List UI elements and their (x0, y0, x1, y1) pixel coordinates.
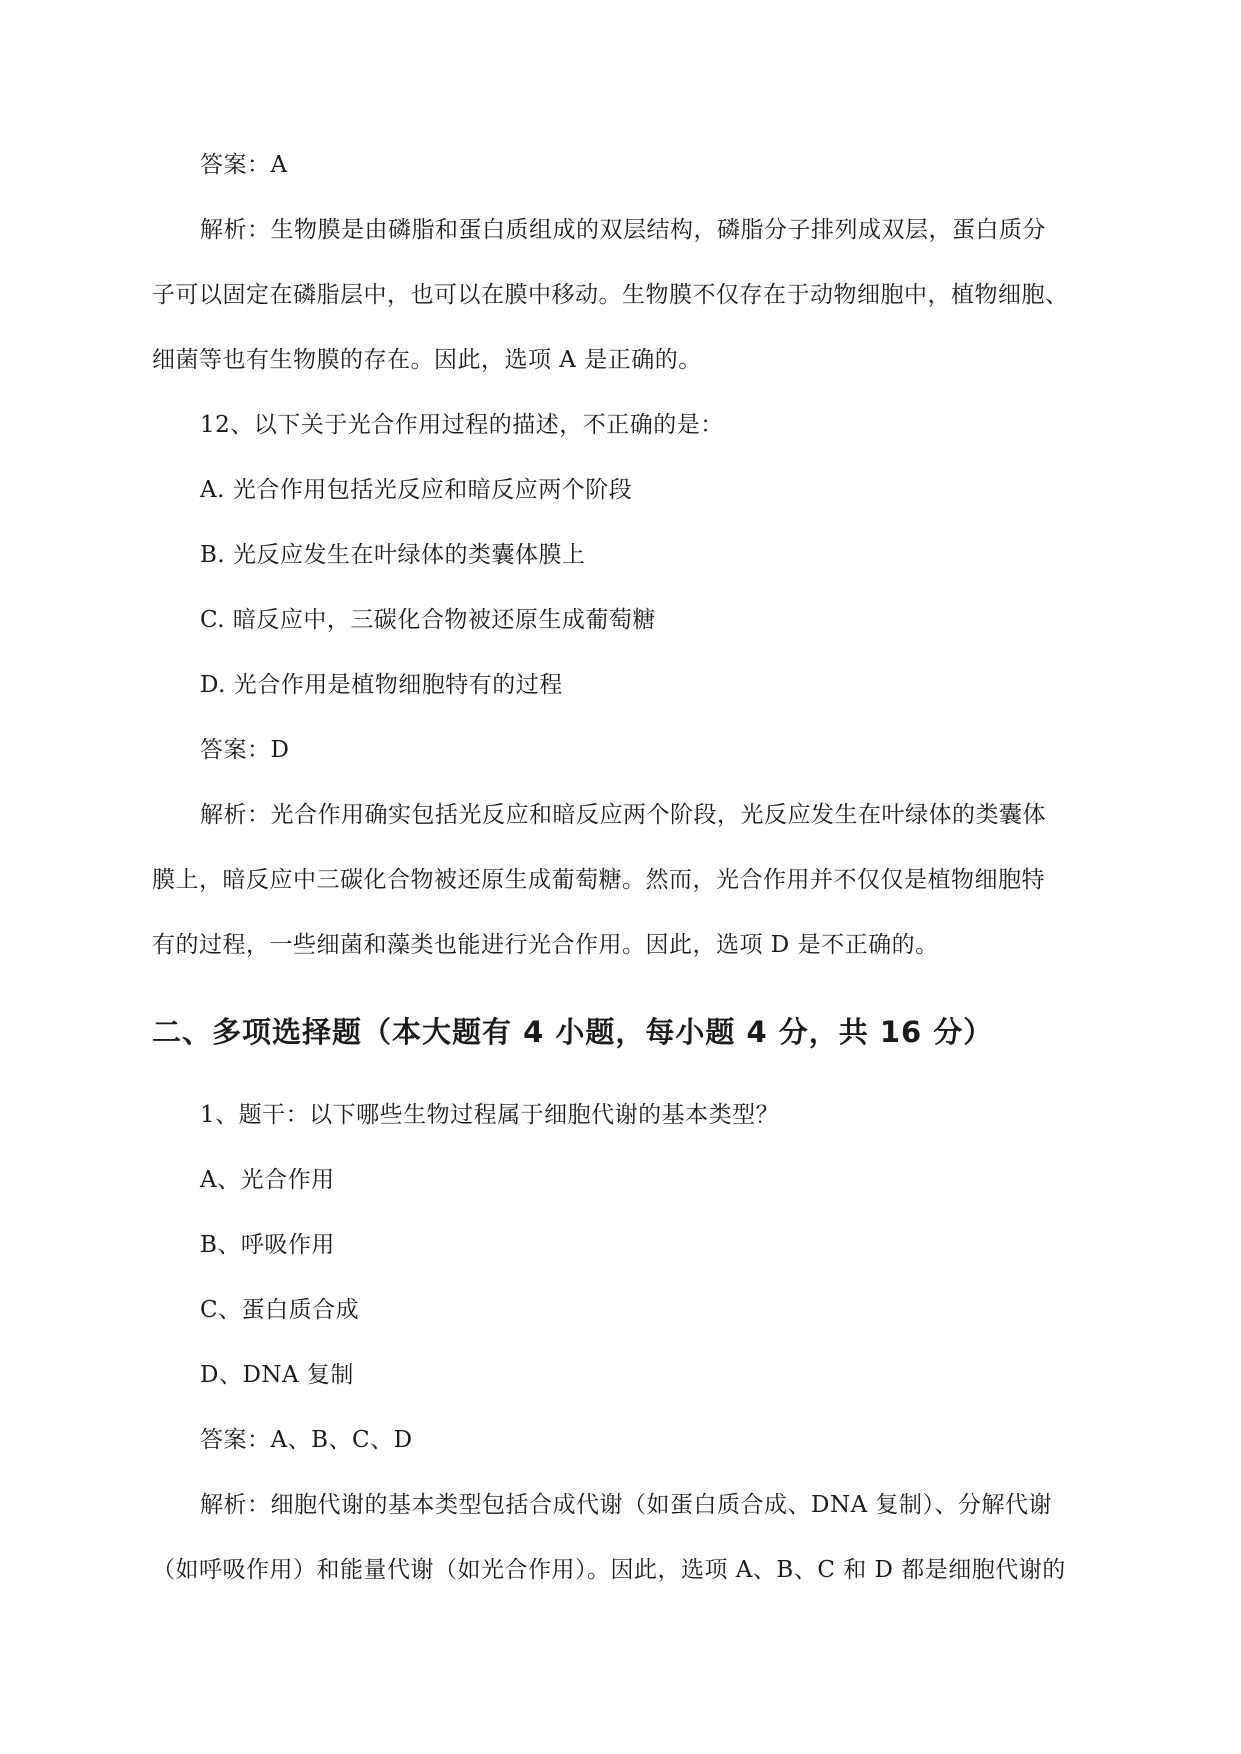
q11-analysis-line-3: 细菌等也有生物膜的存在。因此，选项 A 是正确的。 (152, 347, 702, 373)
q12-stem: 12、以下关于光合作用过程的描述，不正确的是： (200, 412, 724, 438)
q11-analysis-line-2: 子可以固定在磷脂层中，也可以在膜中移动。生物膜不仅存在于动物细胞中，植物细胞、 (152, 282, 1069, 308)
q12-analysis-line-2: 膜上，暗反应中三碳化合物被还原生成葡萄糖。然而，光合作用并不仅仅是植物细胞特 (152, 867, 1045, 893)
section-heading: 二、多项选择题（本大题有 4 小题，每小题 4 分，共 16 分） (152, 1015, 994, 1049)
q12-option-b: B. 光反应发生在叶绿体的类囊体膜上 (200, 542, 586, 568)
mq1-analysis-line-1: 解析：细胞代谢的基本类型包括合成代谢（如蛋白质合成、DNA 复制）、分解代谢 (200, 1492, 1052, 1518)
q12-analysis-line-1: 解析：光合作用确实包括光反应和暗反应两个阶段，光反应发生在叶绿体的类囊体 (200, 802, 1046, 828)
q12-analysis-line-3: 有的过程，一些细菌和藻类也能进行光合作用。因此，选项 D 是不正确的。 (152, 932, 939, 958)
q12-option-d: D. 光合作用是植物细胞特有的过程 (200, 672, 563, 698)
mq1-option-c: C、蛋白质合成 (200, 1297, 360, 1323)
mq1-option-a: A、光合作用 (200, 1167, 335, 1193)
q11-analysis-line-1: 解析：生物膜是由磷脂和蛋白质组成的双层结构，磷脂分子排列成双层，蛋白质分 (200, 217, 1046, 243)
q12-option-c: C. 暗反应中，三碳化合物被还原生成葡萄糖 (200, 607, 656, 633)
q12-option-a: A. 光合作用包括光反应和暗反应两个阶段 (200, 477, 633, 503)
q12-answer: 答案：D (200, 737, 290, 763)
mq1-option-b: B、呼吸作用 (200, 1232, 335, 1258)
mq1-stem: 1、题干：以下哪些生物过程属于细胞代谢的基本类型？ (200, 1102, 780, 1128)
q11-answer: 答案：A (200, 152, 288, 178)
mq1-analysis-line-2: （如呼吸作用）和能量代谢（如光合作用）。因此，选项 A、B、C 和 D 都是细胞代谢的 (152, 1557, 1066, 1583)
mq1-option-d: D、DNA 复制 (200, 1362, 354, 1388)
mq1-answer: 答案：A、B、C、D (200, 1427, 413, 1453)
